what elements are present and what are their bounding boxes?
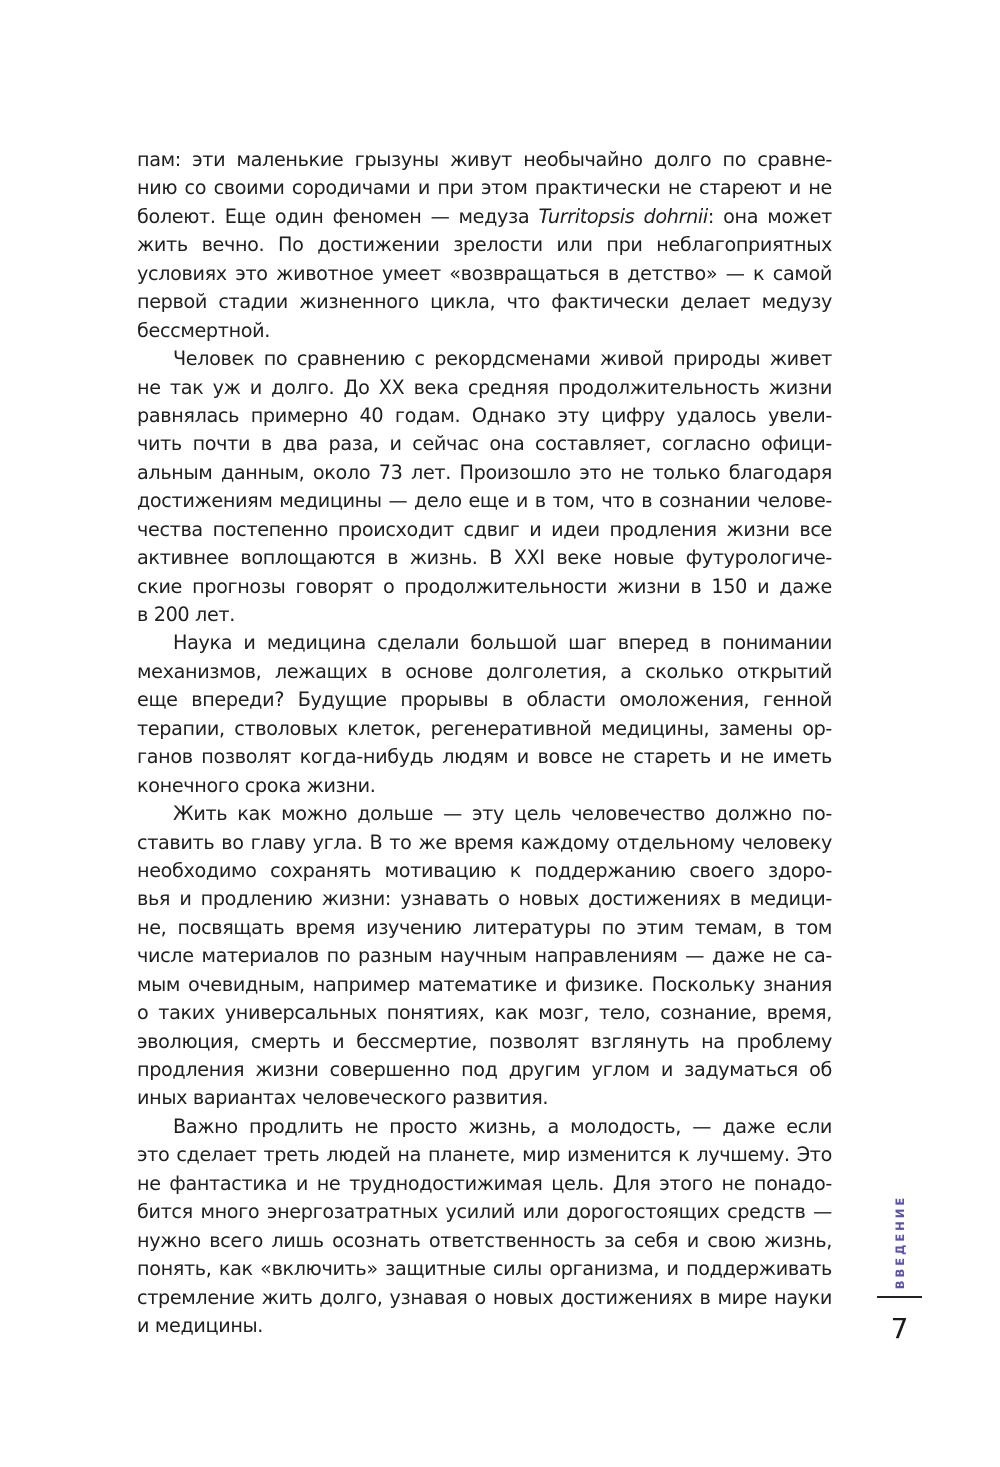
text-line: нию со своими сородичами и при этом практически не стареют и не bbox=[137, 176, 832, 200]
text-line: стремление жить долго, узнавая о новых достижениях в мире науки bbox=[137, 1285, 832, 1309]
page-number: 7 bbox=[890, 1312, 909, 1345]
text-line: не так уж и долго. До XX века средняя продолжительность жизни bbox=[137, 375, 832, 399]
text-line: нужно всего лишь осознать ответственность за себя и свою жизнь, bbox=[137, 1228, 832, 1252]
text-line: еще впереди? Будущие прорывы в области омоложения, генной bbox=[137, 688, 832, 712]
text-line: жить вечно. По достижении зрелости или при неблагоприятных bbox=[137, 233, 832, 257]
text-line: числе материалов по разным научным направлениям — даже не са- bbox=[137, 944, 832, 968]
text-line: равнялась примерно 40 годам. Однако эту цифру удалось увели- bbox=[137, 403, 832, 427]
text-line: Жить как можно дольше — эту цель человечество должно по- bbox=[173, 802, 832, 826]
text-line: Важно продлить не просто жизнь, а молодость, — даже если bbox=[173, 1114, 832, 1138]
paragraph-3 bbox=[137, 629, 832, 800]
text-line: чества постепенно происходит сдвиг и идеи продления жизни все bbox=[137, 517, 832, 541]
text-line: понять, как «включить» защитные силы организма, и поддерживать bbox=[137, 1257, 832, 1281]
text-line: иных вариантах человеческого развития. bbox=[137, 1086, 549, 1110]
text-line: условиях это животное умеет «возвращаться в детство» — к самой bbox=[137, 261, 832, 285]
paragraph-2 bbox=[137, 345, 832, 629]
text-line: первой стадии жизненного цикла, что фактически делает медузу bbox=[137, 290, 832, 314]
text-line: эволюция, смерть и бессмертие, позволят взглянуть на проблему bbox=[137, 1029, 832, 1053]
text-line: вья и продлению жизни: узнавать о новых достижениях в медици- bbox=[137, 887, 832, 911]
species-name-italic: Turritopsis dohrnii bbox=[538, 204, 708, 228]
text-line: продления жизни совершенно под другим углом и задуматься об bbox=[137, 1058, 832, 1081]
text-line: чить почти в два раза, и сейчас она составляет, согласно офици- bbox=[137, 432, 832, 456]
text-line: ганов позволят когда-нибудь людям и вовсе не стареть и не иметь bbox=[137, 745, 832, 769]
text-line: Человек по сравнению с рекордсменами живой природы живет bbox=[173, 347, 832, 371]
text-segment: : она может bbox=[707, 204, 832, 228]
text-line: конечного срока жизни. bbox=[137, 773, 376, 797]
text-line: ставить во главу угла. В то же время каждому отдельному человеку bbox=[137, 830, 832, 854]
text-line: Наука и медицина сделали большой шаг вперед в понимании bbox=[173, 631, 832, 655]
text-line: альным данным, около 73 лет. Произошло это не только благодаря bbox=[137, 460, 832, 484]
text-line: терапии, стволовых клеток, регенеративной медицины, замены ор- bbox=[137, 716, 832, 740]
text-line bbox=[137, 203, 832, 231]
text-line: активнее воплощаются в жизнь. В XXI веке новые футурологиче- bbox=[137, 546, 832, 570]
text-line: достижениям медицины — дело еще и в том, что в сознании челове- bbox=[137, 489, 832, 513]
text-line: не фантастика и не труднодостижимая цель. Для этого не понадо- bbox=[137, 1171, 832, 1195]
divider bbox=[877, 1296, 922, 1298]
text-line: бится много энергозатратных усилий или дорогостоящих средств — bbox=[137, 1200, 832, 1224]
text-segment: болеют. Еще один феномен — медуза bbox=[137, 204, 539, 228]
section-label-text: ВВЕДЕНИЕ bbox=[893, 1194, 907, 1290]
text-line: о таких универсальных понятиях, как мозг, тело, сознание, время, bbox=[137, 1001, 832, 1025]
text-line: необходимо сохранять мотивацию к поддержанию своего здоро- bbox=[137, 858, 832, 882]
text-line: это сделает треть людей на планете, мир изменится к лучшему. Это bbox=[137, 1143, 832, 1167]
section-label bbox=[893, 1194, 907, 1290]
text-line: механизмов, лежащих в основе долголетия, а сколько открытий bbox=[137, 659, 832, 683]
text-line: и медицины. bbox=[137, 1313, 264, 1337]
paragraph-1 bbox=[137, 146, 832, 345]
paragraph-4 bbox=[137, 800, 832, 1113]
text-line: бессмертной. bbox=[137, 318, 271, 342]
text-line: ские прогнозы говорят о продолжительности жизни в 150 и даже bbox=[137, 574, 832, 598]
text-line: не, посвящать время изучению литературы по этим темам, в том bbox=[137, 915, 832, 939]
text-line: мым очевидным, например математике и физике. Поскольку знания bbox=[137, 972, 832, 996]
text-line: пам: эти маленькие грызуны живут необычайно долго по сравне- bbox=[137, 148, 832, 171]
body-text bbox=[137, 146, 832, 1340]
text-line: в 200 лет. bbox=[137, 603, 235, 626]
paragraph-5 bbox=[137, 1113, 832, 1341]
